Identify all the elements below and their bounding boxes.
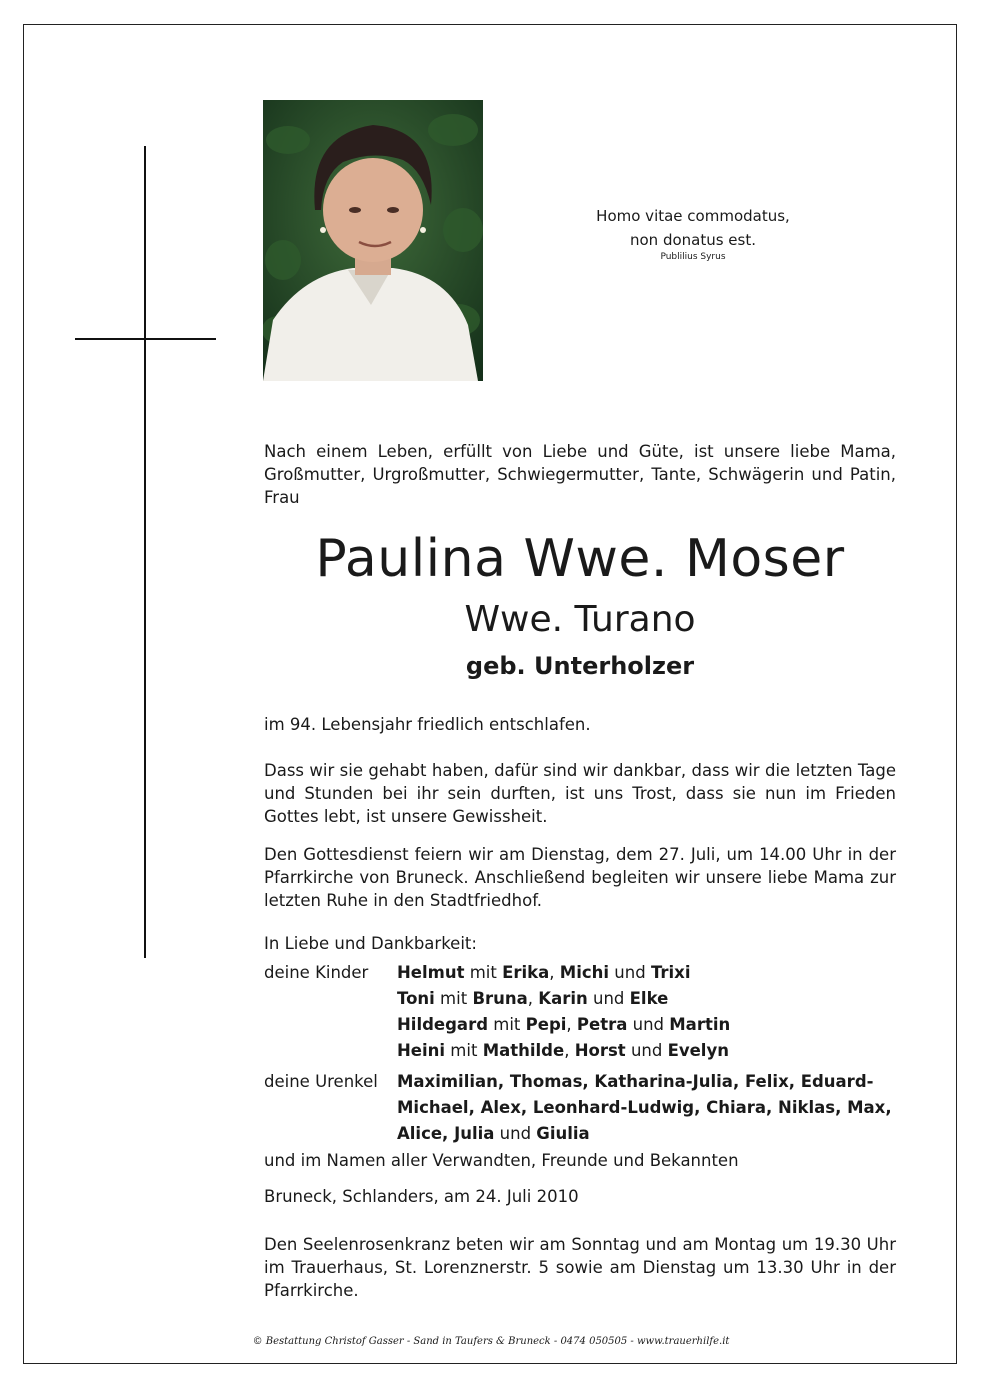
greatgrandchildren-list: Maximilian, Thomas, Katharina-Julia, Felix, Eduard-Michael, Alex, Leonhard-Ludwig, Chiara, Niklas, Max, Alice, Julia und Giulia: [397, 1072, 892, 1143]
deceased-widow-name: Wwe. Turano: [464, 599, 696, 640]
deceased-name: Paulina Wwe. Moser: [315, 529, 845, 589]
funeral-service-paragraph: Den Gottesdienst feiern wir am Dienstag, dem 27. Juli, um 14.00 Uhr in der Pfarrkirche von Bruneck. Anschließend begleiten wir unsere liebe Mama zur letzten Ruhe in den Stadtfriedhof.: [264, 845, 896, 910]
mourners-intro: In Liebe und Dankbarkeit:: [264, 934, 477, 953]
greatgrandchildren-label: deine Urenkel: [264, 1072, 378, 1091]
epigraph-quote: [560, 204, 826, 262]
list-item: Hildegard mit Pepi, Petra und Martin: [397, 1015, 731, 1034]
quote-author: Publilius Syrus: [660, 252, 726, 262]
children-label: deine Kinder: [264, 963, 369, 982]
place-and-date: Bruneck, Schlanders, am 24. Juli 2010: [264, 1187, 579, 1206]
quote-line-2: non donatus est.: [629, 231, 757, 249]
list-item: Helmut mit Erika, Michi und Trixi: [397, 963, 691, 982]
rosary-paragraph: Den Seelenrosenkranz beten wir am Sonntag und am Montag um 19.30 Uhr im Trauerhaus, St. Lorenznerstr. 5 sowie am Dienstag um 13.30 Uhr in der Pfarrkirche.: [264, 1235, 896, 1300]
portrait-photo: [263, 100, 483, 381]
age-line: im 94. Lebensjahr friedlich entschlafen.: [264, 715, 591, 734]
children-list: [397, 960, 896, 1064]
gratitude-paragraph: Dass wir sie gehabt haben, dafür sind wir dankbar, dass wir die letzten Tage und Stunden bei ihr sein durften, ist uns Trost, dass sie nun im Frieden Gottes lebt, ist unsere Gewissheit.: [264, 761, 896, 826]
intro-paragraph: Nach einem Leben, erfüllt von Liebe und Güte, ist unsere liebe Mama, Großmutter, Urgroßmutter, Schwiegermutter, Tante, Schwägerin und Patin, Frau: [264, 442, 896, 507]
list-item: Toni mit Bruna, Karin und Elke: [397, 989, 669, 1008]
relatives-line: und im Namen aller Verwandten, Freunde und Bekannten: [264, 1151, 739, 1170]
funeral-home-footer: © Bestattung Christof Gasser - Sand in Taufers & Bruneck - 0474 050505 - www.trauerhilfe.it: [252, 1336, 730, 1347]
list-item: Heini mit Mathilde, Horst und Evelyn: [397, 1041, 729, 1060]
cross-horizontal-bar: [75, 338, 216, 340]
deceased-birth-name: geb. Unterholzer: [465, 652, 695, 680]
cross-vertical-bar: [144, 146, 146, 958]
quote-line-1: Homo vitae commodatus,: [596, 207, 790, 225]
